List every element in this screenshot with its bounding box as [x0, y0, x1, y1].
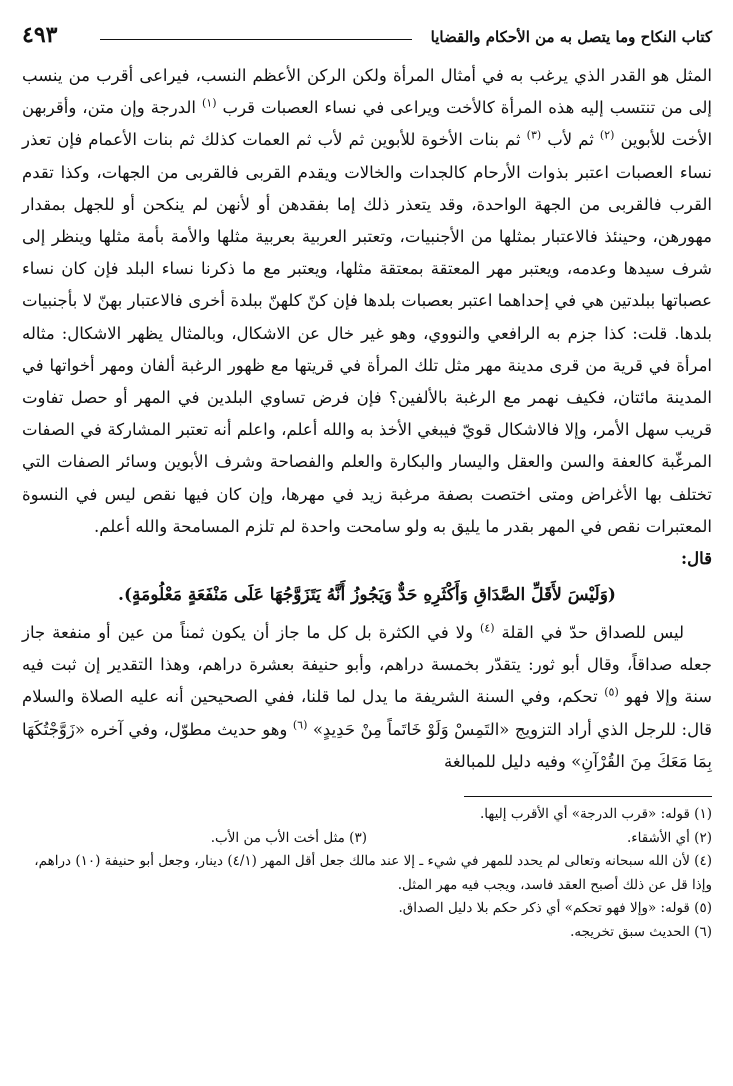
qal-label: قال:: [681, 549, 712, 569]
chapter-title: كتاب النكاح وما يتصل به من الأحكام والقضايا: [430, 28, 712, 46]
footnote-6: (٦) الحديث سبق تخريجه.: [570, 923, 712, 940]
footnote-ref-4: (٤): [480, 621, 495, 635]
running-header: [22, 22, 712, 56]
paragraph-1: [22, 60, 712, 543]
footnote-rule: [464, 796, 712, 797]
text-run: ثم لأب: [547, 130, 594, 150]
footnotes: [22, 803, 712, 944]
footnote-1: (١) قوله: «قرب الدرجة» أي الأقرب إليها.: [479, 806, 712, 823]
footnote-row: [22, 827, 712, 851]
footnote-4: (٤) لأن الله سبحانه وتعالى لم يحدد للمهر في شيء ـ إلا عند مالك جعل أقل المهر (٤/١) دينار، وجعل أبو حنيفة (١٠) دراهم، وإذا قل عن ذلك أصبح العقد فاسد، ويجب فيه مهر المثل.: [34, 853, 712, 893]
main-text-2: [22, 617, 712, 778]
footnote-ref-3: (٣): [526, 128, 542, 142]
page-number: ٤٩٣: [22, 22, 58, 48]
header-rule: [100, 39, 412, 40]
text-run: ليس للصداق حدّ في القلة: [501, 623, 685, 643]
matn-quote: (وَلَيْسَ لأَقَلِّ الصَّدَاقِ وَأَكْثَرِهِ حَدٌّ وَيَجُوزُ أَنَّهُ يَتَزَوَّجُهَا عَلَى مَنْفَعَةٍ مَعْلُومَةٍ).: [118, 585, 616, 606]
footnote-2: (٢) أي الأشقاء.: [626, 829, 712, 846]
footnote-ref-5: (٥): [604, 685, 619, 699]
text-run: الدرجة وإن متن، وأقربهن الأخت للأبوين: [22, 98, 713, 150]
footnote-ref-2: (٢): [599, 128, 615, 142]
footnote-3: (٣) مثل أخت الأب من الأب.: [210, 829, 367, 846]
footnote-ref-6: (٦): [292, 718, 308, 732]
footnote-ref-1: (١): [202, 96, 217, 110]
book-page: [22, 22, 712, 1072]
text-run: ولا في الكثرة بل كل ما جاز أن يكون ثمناً من عين أو منفعة جاز جعله صداقاً، وقال أبو ثور: يتقدّر بخمسة دراهم، وأبو حنيفة بعشرة دراهم، وهذا التقدير إن ثبت فيه سنة وإلا فهو: [22, 623, 713, 707]
text-run: المثل هو القدر الذي يرغب به في أمثال المرأة ولكن الركن الأعظم النسب، فيراعى أقرب من ينسب إلى من تنتسب إليه هذه المرأة كالأخت ويراعى في نساء العصبات قرب: [22, 66, 712, 118]
paragraph-2: [22, 617, 712, 778]
main-text: [22, 60, 712, 543]
footnote-5: (٥) قوله: «وإلا فهو تحكم» أي ذكر حكم بلا دليل الصداق.: [398, 900, 712, 917]
text-run: تحكم، وفي السنة الشريفة ما يدل لما قلنا، ففي الصحيحين أنه عليه الصلاة والسلام قال: للرجل الذي أراد التزويج «التَمِسْ وَلَوْ خَاتَماً مِنْ حَدِيدٍ»: [22, 687, 712, 739]
text-run: ثم بنات الأخوة للأبوين ثم لأب ثم العمات كذلك ثم بنات الأعمام فإن تعذر نساء العصبات اعتبر بذوات الأرحام كالجدات والخالات ويقدم القربى فالقربى من الجهات، وكذا تقدم القرب فالقربى من الجهة الواحدة، وقد يتعذر ذلك إما بفقدهن أو لأنهن لم ينكحن أو للجهل بمقدار مهورهن، وحينئذ فالاعتبار بمثلها من الأجنبيات، وتعتبر العربية بعربية مثلها والأمة بأمة مثلها وينظر إلى شرف سيدها وعدمه، ويعتبر مهر المعتقة بمعتقة مثلها، ويعتبر مع ما ذكرنا نساء البلد فإن كان نساء عصباتها ببلدتين هي في إحداهما اعتبر بعصبات بلدها فإن كنّ كلهنّ ببلدة أخرى فالاعتبار بهنّ لا بأجنبيات بلدها. قلت: كذا جزم به الرافعي والنووي، وهو غير خال عن الاشكال، وبالمثال يظهر الاشكال: مثاله امرأة في قرية من قرى مدينة مهر مثل تلك المرأة في قريتها مع ظهور الرغبة ألفان ومهر أخواتها في المدينة مائتان، فكيف نهمر مع الرغبة بالألفين؟ فإن فرض تساوي البلدين في المهر أو حصل تفاوت قريب سهل الأمر، وإلا فالاشكال قويّ فيبغي الأخذ به والله أعلم، واعلم أنه تعتبر المشاركة في الصفات المرغّبة كالعفة والسن والعقل واليسار والبكارة والعلم والفصاحة وشرف الأبوين وسائر الصفات التي تختلف بها الأغراض ومتى اختصت بصفة مرغبة زيد في مهرها، وإن كان فيها نقص ليس في النسوة المعتبرات نقص في المهر بقدر ما يليق به ولو سامحت واحدة لم تلزم المسامحة والله أعلم.: [22, 130, 712, 536]
text-run: وهو حديث مطوّل، وفي آخره «زَوَّجْتُكَهَا بِمَا مَعَكَ مِنَ القُرْآنِ» وفيه دليل للمبالغة: [22, 719, 712, 771]
